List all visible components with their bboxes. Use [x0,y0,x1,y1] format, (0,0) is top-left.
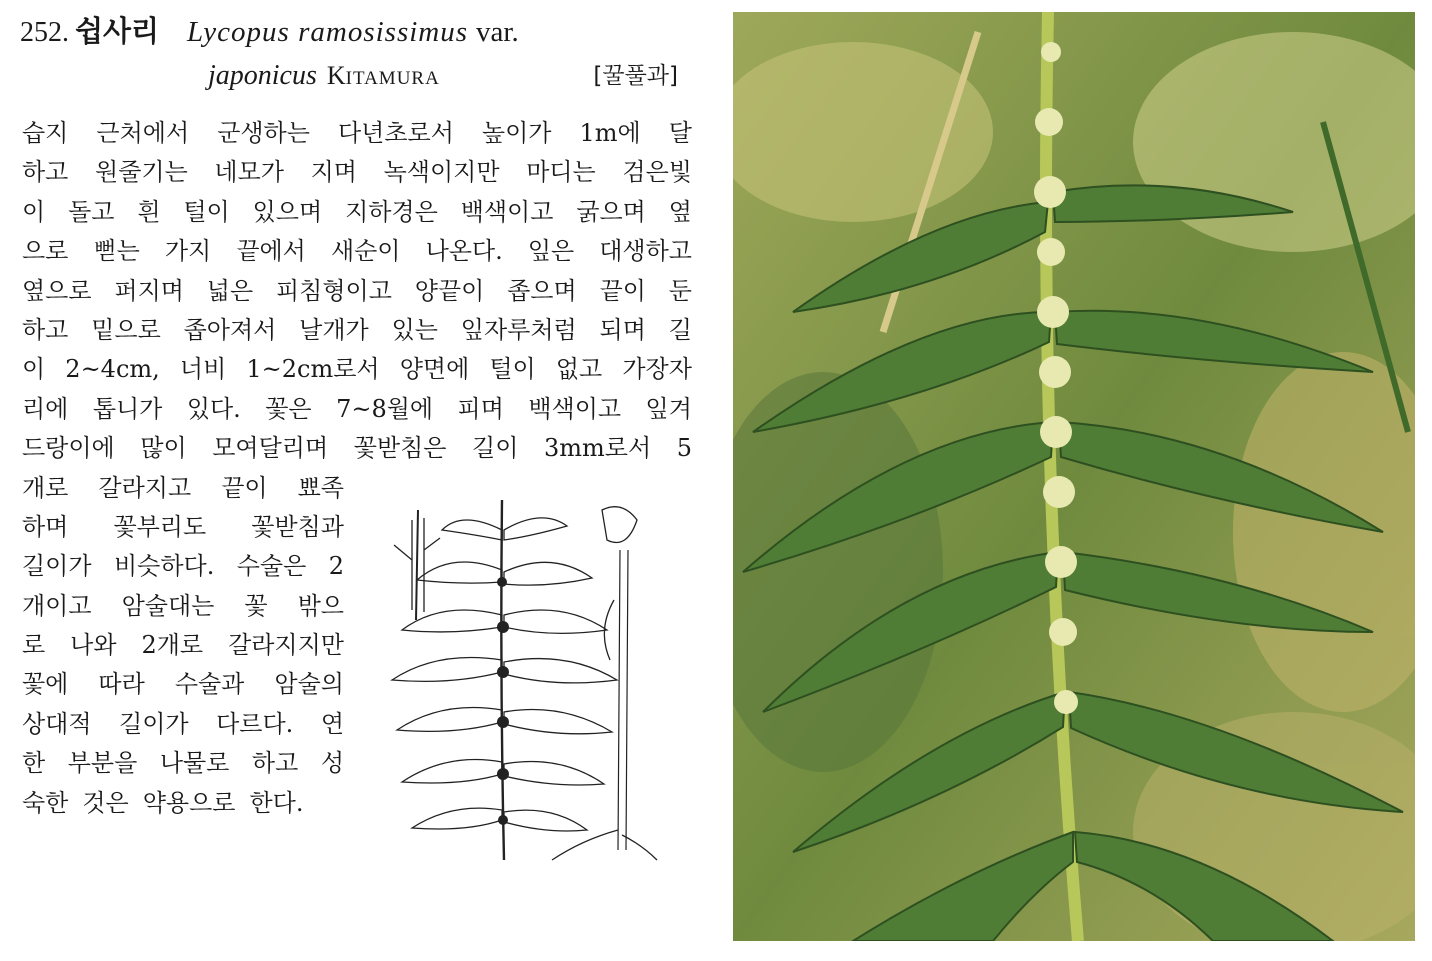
word: 지며 [310,158,357,187]
family-name: [꿀풀과] [593,63,678,89]
word: 꽃 [244,591,268,620]
word: 네모가 [214,158,284,187]
word: 끝이 [221,473,268,502]
word: 숙한 [22,788,69,817]
word: 털이 [183,197,230,226]
text-line [22,469,344,508]
word: 2 [328,552,344,581]
word: 군생하는 [217,119,310,147]
word: 가장자 [622,355,692,384]
word: 길 [668,315,692,344]
word: 드랑이에 [22,434,115,463]
word: 좁으며 [507,276,577,305]
word: 양면에 [399,355,470,384]
word: 퍼지며 [114,276,184,305]
text-line [22,114,692,153]
word: 백색이고 [528,394,622,423]
text-line [22,232,692,271]
word: 뾰족 [297,473,344,502]
word: 하고 [22,158,69,187]
text-line [22,626,344,665]
entry-number: 252. [20,17,69,48]
word: 양끝이 [414,276,485,305]
word: 백색이고 [460,197,554,226]
word: 나와 [70,631,117,660]
word: 2개로 [141,631,204,660]
text-line [22,784,344,823]
word: 비슷하다. [113,552,215,581]
word: 하고 [251,749,299,778]
word: 꽃부리도 [113,512,207,541]
word: 1m에 [579,119,641,147]
word: 한 [22,749,46,778]
word: 나물로 [159,749,230,778]
word: 길이가 [119,709,189,738]
word: 너비 [179,355,227,384]
word: 끝에서 [236,237,306,266]
scientific-name-genus-species: Lycopus ramosissimus [187,16,469,48]
word: 개이고 [22,591,92,620]
word: 피며 [457,394,504,423]
word: 굵으며 [576,197,646,226]
word: 따라 [98,670,145,699]
word: 으로 [22,237,69,266]
text-line [22,429,692,468]
word: 대생하고 [599,237,692,266]
word: 옆으로 [22,276,92,305]
entry-header [20,12,720,97]
word: 모여달리며 [212,434,329,463]
word: 톱니가 [92,394,163,423]
word: 있다. [186,394,241,423]
word: 꽃받침과 [251,512,344,541]
word: 없고 [555,355,603,384]
word: 수술과 [174,670,245,699]
word: 옆 [668,197,692,226]
word: 밑으로 [91,315,161,344]
word: 길이 [472,434,519,463]
word: 잎자루처럼 [460,315,577,344]
word: 연 [320,709,344,738]
word: 수술은 [236,552,307,581]
word: 많이 [140,434,187,463]
text-line [22,547,344,586]
word: 1~2cm로서 [246,355,380,384]
word: 하고 [22,315,69,344]
word: 흰 [137,197,161,226]
word: 달 [668,119,692,147]
word: 습지 [22,119,69,147]
word: 2~4cm, [65,355,160,384]
word: 약용으로 [142,788,236,817]
author-initial: K [326,61,346,90]
word: 있는 [391,315,438,344]
word: 암술대는 [121,591,215,620]
korean-name: 쉽사리 [75,14,160,48]
word: 돌고 [68,197,115,226]
word: 좁아져서 [183,315,277,344]
word: 한다. [249,788,304,817]
word: 나온다. [425,237,503,266]
word: 개로 [22,473,69,502]
text-line [22,193,692,232]
word: 5 [676,434,692,463]
scientific-name-variety: japonicus [208,60,317,91]
text-line [22,665,344,704]
text-line [22,350,692,389]
word: 넓은 [206,276,254,305]
word: 털이 [489,355,536,384]
word: 새순이 [330,237,401,266]
word: 리에 [22,394,69,423]
word: 하며 [22,512,69,541]
text-line [22,390,692,429]
word: 꽃은 [265,394,312,423]
plant-drawing-icon [382,490,662,870]
word: 다르다. [216,709,294,738]
word: 로 [22,631,46,660]
word: 부분을 [67,749,138,778]
word: 끝이 [599,276,646,305]
plant-photo-icon [733,12,1415,941]
word: 이 [22,355,46,384]
word: 둔 [668,276,692,305]
text-line [22,311,692,350]
word: 근처에서 [96,119,190,147]
text-line [22,153,692,192]
word: 갈라지고 [98,473,192,502]
word: 마디는 [526,158,596,187]
word: 꽃에 [22,670,69,699]
word: 꽃받침은 [353,434,447,463]
word: 녹색이지만 [383,158,500,187]
word: 잎은 [527,237,575,266]
text-line [22,705,344,744]
word: 원줄기는 [95,158,188,187]
text-line [22,508,344,547]
text-line [22,272,692,311]
word: 이 [22,197,46,226]
text-line [22,587,344,626]
word: 갈라지지만 [228,631,344,660]
word: 다년초로서 [337,119,454,147]
word: 지하경은 [345,197,438,226]
author-rest: ITAMURA [345,68,440,89]
word: 높이가 [481,119,552,147]
word: 검은빛 [622,158,692,187]
word: 7~8월에 [336,394,434,423]
word: 뻗는 [93,237,140,266]
title-line-2 [208,58,678,97]
title-line [20,12,720,52]
word: 3mm로서 [543,434,652,463]
word: 것은 [82,788,129,817]
word: 가지 [164,237,212,266]
word: 상대적 [22,709,92,738]
author-name [327,61,440,90]
word: 암술의 [274,670,344,699]
rank-abbreviation: var. [476,16,519,48]
word: 되며 [599,315,646,344]
word: 날개가 [299,315,369,344]
word: 있으며 [252,197,323,226]
word: 잎겨 [645,394,692,423]
text-line [22,744,344,783]
word: 밖으 [297,591,344,620]
word: 피침형이고 [275,276,392,305]
word: 길이가 [22,552,92,581]
word: 성 [320,749,344,778]
